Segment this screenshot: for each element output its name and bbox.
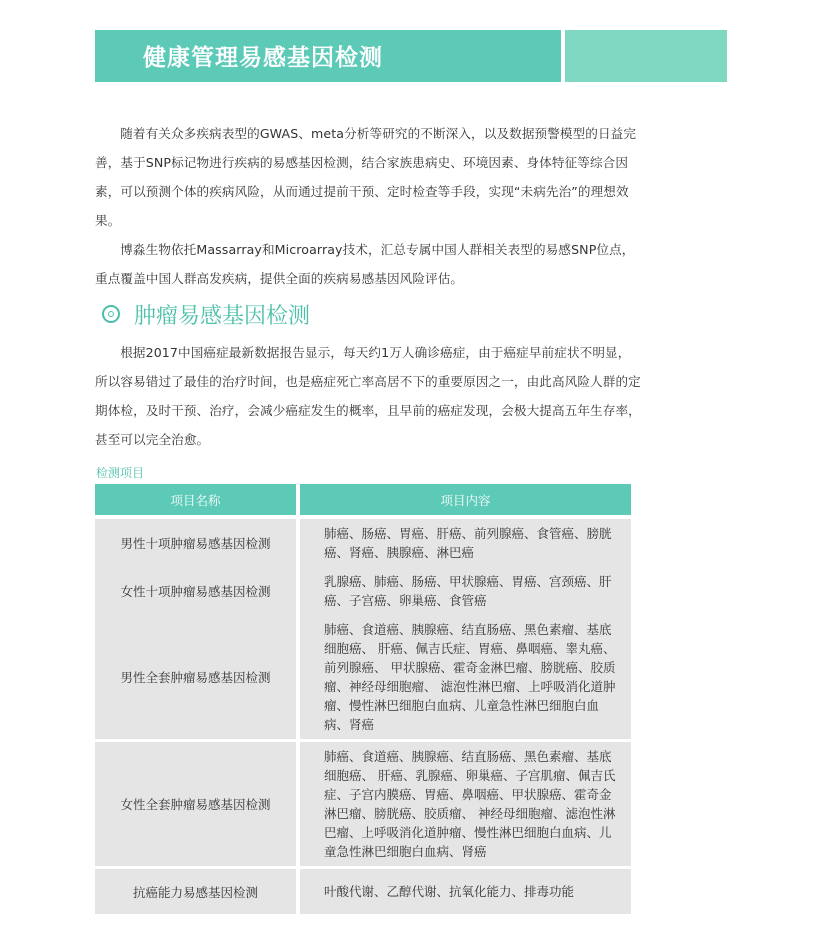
item-content: 肺癌、食道癌、胰腺癌、结直肠癌、黑色素瘤、基底细胞癌、 肝癌、佩吉氏症、胃癌、鼻咽癌、睾丸癌、前列腺癌、 甲状腺癌、霍奇金淋巴瘤、膀胱癌、胶质瘤、神经母细胞瘤、 滤泡性淋巴瘤、上呼吸消化道肿瘤、慢性淋巴细胞白血病、儿童急性淋巴细胞白血病、肾癌 — [300, 615, 631, 739]
test-items-table — [95, 484, 631, 918]
intro-paragraph-1: 随着有关众多疾病表型的GWAS、meta分析等研究的不断深入，以及数据预警模型的日益完善，基于SNP标记物进行疾病的易感基因检测，结合家族患病史、环境因素、身体特征等综合因素，可以预测个体的疾病风险，从而通过提前干预、定时检查等手段，实现“未病先治”的理想效果。 — [95, 126, 637, 228]
intro-paragraph-2: 博淼生物依托Massarray和Microarray技术，汇总专属中国人群相关表型的易感SNP位点，重点覆盖中国人群高发疾病，提供全面的疾病易感基因风险评估。 — [95, 242, 635, 286]
item-name: 女性十项肿瘤易感基因检测 — [95, 567, 296, 615]
table-row — [95, 519, 631, 563]
item-content: 肺癌、食道癌、胰腺癌、结直肠癌、黑色素瘤、基底细胞癌、 肝癌、乳腺癌、卵巢癌、子宫肌瘤、佩吉氏症、子宫内膜癌、胃癌、鼻咽癌、甲状腺癌、霍奇金淋巴瘤、膀胱癌、胶质瘤、 神经母细胞瘤、滤泡性淋巴瘤、上呼吸消化道肿瘤、慢性淋巴细胞白血病、儿童急性淋巴细胞白血病、肾癌 — [300, 742, 631, 866]
column-header-name: 项目名称 — [95, 484, 296, 515]
table-caption: 检测项目 — [96, 466, 145, 480]
item-name: 男性全套肿瘤易感基因检测 — [95, 615, 296, 739]
table-row — [95, 615, 631, 738]
item-content: 乳腺癌、肺癌、肠癌、甲状腺癌、胃癌、宫颈癌、肝癌、子宫癌、卵巢癌、食管癌 — [300, 567, 631, 615]
table-row — [95, 567, 631, 611]
table-row — [95, 742, 631, 865]
section-paragraph: 根据2017中国癌症最新数据报告显示，每天约1万人确诊癌症，由于癌症早前症状不明显，所以容易错过了最佳的治疗时间，也是癌症死亡率高居不下的重要原因之一，由此高风险人群的定期体检，及时干预、治疗，会减少癌症发生的概率，且早前的癌症发现，会极大提高五年生存率，甚至可以完全治愈。 — [95, 345, 641, 447]
double-circle-icon — [102, 305, 120, 323]
item-name: 男性十项肿瘤易感基因检测 — [95, 519, 296, 567]
page-title: 健康管理易感基因检测 — [143, 45, 383, 71]
item-content: 叶酸代谢、乙醇代谢、抗氧化能力、排毒功能 — [300, 869, 631, 914]
item-name: 抗癌能力易感基因检测 — [95, 869, 296, 914]
table-row — [95, 869, 631, 914]
section-title: 肿瘤易感基因检测 — [134, 303, 311, 329]
item-content: 肺癌、肠癌、胃癌、肝癌、前列腺癌、食管癌、膀胱癌、肾癌、胰腺癌、淋巴癌 — [300, 519, 631, 567]
header-accent-block — [565, 30, 727, 82]
column-header-content: 项目内容 — [300, 484, 631, 515]
table-header-row — [95, 484, 631, 515]
section-heading — [98, 298, 310, 330]
header-bar — [95, 30, 561, 82]
item-name: 女性全套肿瘤易感基因检测 — [95, 742, 296, 866]
